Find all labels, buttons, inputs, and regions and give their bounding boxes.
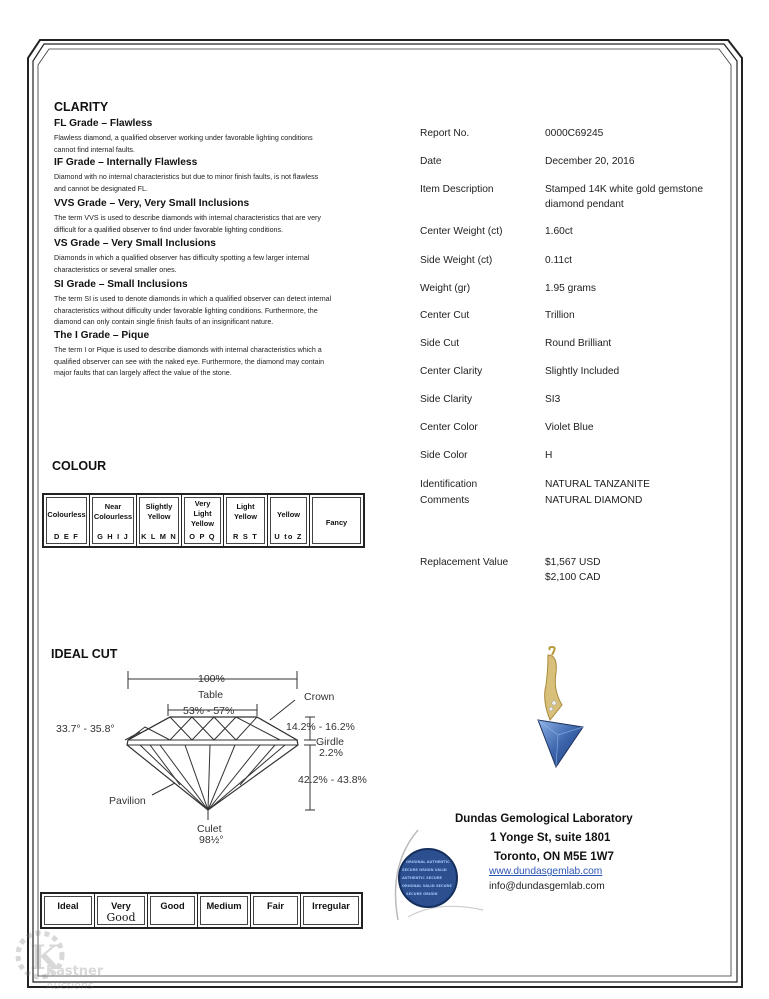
lab-name: Dundas Gemological Laboratory bbox=[455, 813, 633, 825]
report-field-label: Item Description bbox=[420, 184, 494, 195]
clarity-grade-description: diamond can only contain single finish faults of an insignificant nature. bbox=[54, 318, 274, 326]
cut-grade-cell bbox=[42, 894, 95, 927]
report-field-value: $1,567 USD $2,100 CAD bbox=[545, 557, 601, 583]
report-field-value: H bbox=[545, 450, 553, 461]
cut-grade-table bbox=[40, 892, 363, 929]
cut-grade-name: Fair bbox=[266, 901, 285, 911]
report-field-label: Center Color bbox=[420, 422, 478, 433]
watermark-line2: Auctions bbox=[46, 979, 94, 992]
colour-grade-code: U to Z bbox=[274, 532, 303, 541]
colour-grade-cell bbox=[137, 495, 182, 546]
cut-grade-cell bbox=[198, 894, 251, 927]
cut-grade-cell bbox=[251, 894, 301, 927]
culet-label: Culet bbox=[197, 823, 222, 835]
colour-grade-code: K L M N bbox=[141, 532, 177, 541]
clarity-grade-description: Diamond with no internal characteristics but due to minor finish faults, is not flawless bbox=[54, 173, 319, 181]
report-field-value: Slightly Included bbox=[545, 366, 620, 377]
clarity-grade-title: SI Grade – Small Inclusions bbox=[54, 279, 188, 290]
report-field-label: Weight (gr) bbox=[420, 283, 471, 294]
clarity-grade-description: characteristics without difficulty under favorable lighting conditions. Furthermore, the bbox=[54, 306, 318, 315]
colour-grade-name: Slightly Yellow bbox=[145, 502, 173, 521]
cut-grade-cell bbox=[148, 894, 198, 927]
report-field-value: 0.11ct bbox=[545, 255, 572, 266]
crown-angle-label: 33.7° - 35.8° bbox=[56, 723, 115, 735]
clarity-grade-description: The term VVS is used to describe diamonds with internal characteristics that are very bbox=[54, 214, 321, 222]
clarity-heading: CLARITY bbox=[54, 100, 109, 114]
watermark-logo bbox=[8, 925, 108, 995]
svg-text:SECURE ORIGIN VALID: SECURE ORIGIN VALID bbox=[402, 868, 447, 872]
cut-grade-name: Irregular bbox=[312, 901, 350, 911]
girdle-label: Girdle bbox=[316, 736, 345, 748]
clarity-grade-description: The term SI is used to denote diamonds in which a qualified observer can detect internal bbox=[54, 295, 332, 303]
colour-grade-code: D E F bbox=[54, 532, 79, 541]
report-field-label: Side Weight (ct) bbox=[420, 255, 493, 266]
report-field-label: Center Cut bbox=[420, 310, 470, 321]
colour-grade-cell bbox=[268, 495, 310, 546]
clarity-grade-title: FL Grade – Flawless bbox=[54, 118, 153, 129]
culet-value-label: 98½° bbox=[199, 834, 224, 846]
report-field-value: NATURAL TANZANITE NATURAL DIAMOND bbox=[545, 479, 650, 506]
cut-grade-name: Very bbox=[111, 901, 131, 911]
colour-heading: COLOUR bbox=[52, 459, 107, 473]
lab-address-line1: 1 Yonge St, suite 1801 bbox=[490, 832, 611, 844]
colour-grade-name: Yellow bbox=[276, 510, 300, 519]
colour-grade-cell bbox=[310, 495, 363, 546]
clarity-grade-description: Flawless diamond, a qualified observer working under favorable lighting conditions bbox=[54, 134, 313, 142]
report-field-label: Side Cut bbox=[420, 338, 460, 349]
total-width-label: 100% bbox=[198, 673, 225, 685]
colour-grade-code: R S T bbox=[233, 532, 258, 541]
svg-text:ORIGINAL AUTHENTIC: ORIGINAL AUTHENTIC bbox=[406, 860, 450, 864]
handwritten-cut-grade: Good bbox=[106, 911, 136, 924]
colour-grade-name: Fancy bbox=[325, 518, 348, 527]
clarity-grade-title: VS Grade – Very Small Inclusions bbox=[54, 238, 216, 249]
clarity-grade-description: major faults that can largely affect the value of the stone. bbox=[54, 369, 232, 377]
ideal-cut-diagram bbox=[40, 665, 370, 855]
svg-text:ORIGINAL VALID SECURE: ORIGINAL VALID SECURE bbox=[402, 884, 452, 888]
report-field-value: 0000C69245 bbox=[545, 128, 604, 139]
report-field-label: Report No. bbox=[420, 128, 470, 139]
table-label: Table bbox=[198, 689, 224, 701]
report-field-value: December 20, 2016 bbox=[545, 156, 635, 167]
watermark-line1: Kastner bbox=[46, 964, 104, 979]
report-field-value: Violet Blue bbox=[545, 422, 594, 433]
report-field-label: Replacement Value bbox=[420, 557, 509, 568]
cut-grade-cell bbox=[301, 894, 361, 927]
svg-text:SECURE ORIGIN: SECURE ORIGIN bbox=[406, 892, 438, 896]
clarity-grade-description: qualified observer can see with the naked eye. Furthermore, the diamond may contain bbox=[54, 357, 325, 366]
lab-address-line2: Toronto, ON M5E 1W7 bbox=[494, 851, 614, 863]
ideal-cut-heading: IDEAL CUT bbox=[51, 647, 118, 661]
cut-grade-cell bbox=[95, 894, 148, 927]
colour-grade-cell bbox=[224, 495, 268, 546]
svg-text:AUTHENTIC SECURE: AUTHENTIC SECURE bbox=[402, 876, 443, 880]
report-field-label: Center Weight (ct) bbox=[420, 226, 503, 237]
clarity-grade-title: The I Grade – Pique bbox=[54, 330, 150, 341]
clarity-grade-description: characteristics or several smaller ones. bbox=[54, 265, 177, 274]
clarity-grade-description: and cannot be designated FL. bbox=[54, 184, 148, 193]
crown-label: Crown bbox=[304, 691, 335, 703]
report-field-value: Stamped 14K white gold gemstone diamond pendant bbox=[545, 184, 704, 210]
colour-grade-code: O P Q bbox=[189, 532, 216, 541]
clarity-grade-title: IF Grade – Internally Flawless bbox=[54, 157, 198, 168]
colour-grade-name: Colourless bbox=[47, 510, 86, 519]
colour-grade-cell bbox=[182, 495, 224, 546]
cut-grade-name: Ideal bbox=[57, 901, 79, 911]
report-field-label: Side Clarity bbox=[420, 394, 473, 405]
svg-text:K: K bbox=[30, 938, 60, 978]
crown-height-label: 14.2% - 16.2% bbox=[286, 721, 355, 733]
colour-grade-cell bbox=[90, 495, 137, 546]
pavilion-depth-label: 42.2% - 43.8% bbox=[298, 774, 367, 786]
lab-website-link[interactable]: www.dundasgemlab.com bbox=[489, 866, 603, 877]
hologram-seal bbox=[378, 825, 488, 925]
report-field-label: Center Clarity bbox=[420, 366, 483, 377]
colour-grade-name: Light Yellow bbox=[233, 502, 257, 521]
table-range-label: 53% - 57% bbox=[183, 705, 235, 717]
report-field-value: 1.60ct bbox=[545, 226, 573, 237]
report-field-value: Trillion bbox=[545, 310, 575, 321]
girdle-value-label: 2.2% bbox=[319, 747, 343, 759]
clarity-grade-description: The term I or Pique is used to describe diamonds with internal characteristics which a bbox=[54, 346, 322, 354]
cut-grade-name: Good bbox=[160, 901, 185, 911]
report-field-label: Identification Comments bbox=[420, 479, 478, 506]
clarity-grade-title: VVS Grade – Very, Very Small Inclusions bbox=[54, 198, 250, 209]
lab-email: info@dundasgemlab.com bbox=[489, 881, 605, 892]
cut-grade-name: Medium bbox=[206, 901, 242, 911]
report-field-value: Round Brilliant bbox=[545, 338, 612, 349]
colour-grade-cell bbox=[44, 495, 90, 546]
report-field-value: 1.95 grams bbox=[545, 283, 596, 294]
colour-grade-code: G H I J bbox=[97, 532, 129, 541]
clarity-grade-description: Diamonds in which a qualified observer has difficulty spotting a few larger internal bbox=[54, 254, 310, 262]
clarity-grade-description: difficult for a qualified observer to find under favorable lighting conditions. bbox=[54, 225, 283, 234]
report-field-value: SI3 bbox=[545, 394, 561, 405]
pavilion-label: Pavilion bbox=[109, 795, 146, 807]
report-field-label: Side Color bbox=[420, 450, 468, 461]
colour-grade-name: Near Colourless bbox=[93, 502, 133, 521]
pendant-photo bbox=[528, 645, 588, 770]
colour-scale-table bbox=[42, 493, 365, 548]
clarity-grade-description: cannot find internal faults. bbox=[54, 145, 135, 154]
report-field-label: Date bbox=[420, 156, 442, 167]
colour-grade-name: Very Light Yellow bbox=[190, 499, 214, 528]
